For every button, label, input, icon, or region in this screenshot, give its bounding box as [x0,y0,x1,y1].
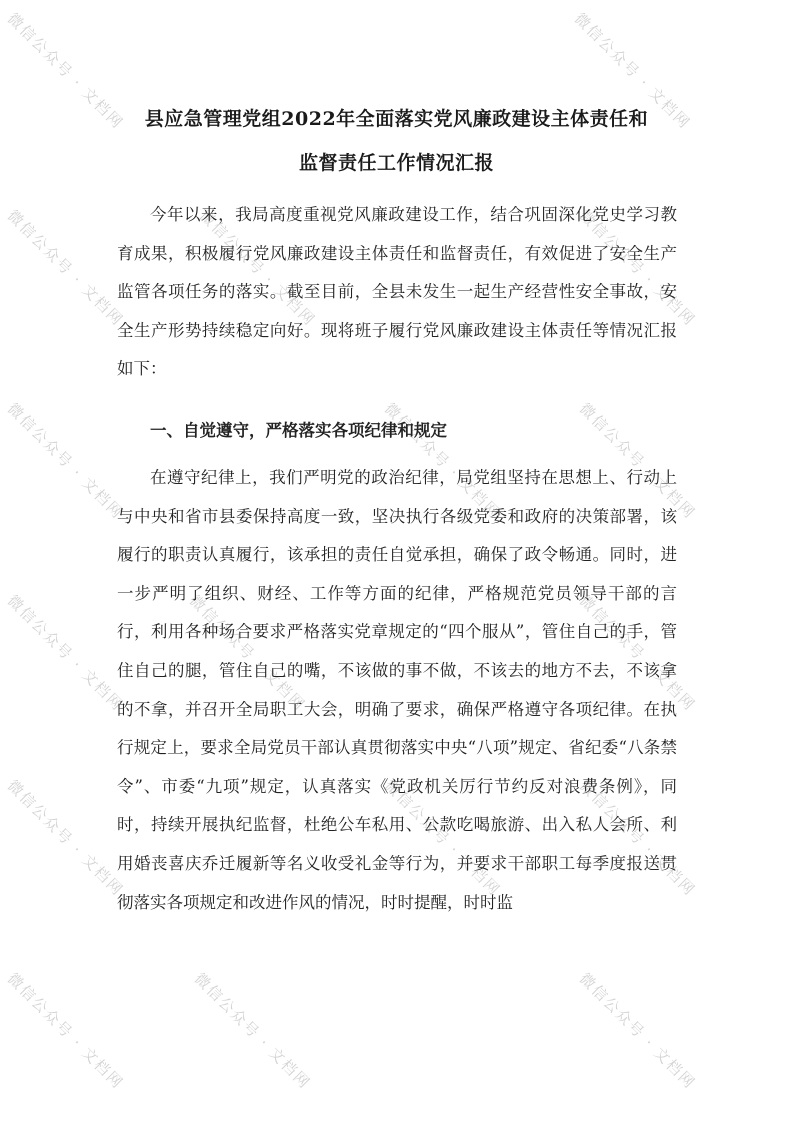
document-title-line2: 监督责任工作情况汇报 [298,152,494,174]
watermark: 微信公众号 · 文档网 [3,591,128,715]
watermark: 微信公众号 · 文档网 [3,776,128,900]
intro-paragraph: 今年以来，我局高度重视党风廉政建设工作，结合巩固深化党史学习教育成果，积极履行党风廉政建设主体责任和监督责任，有效促进了安全生产监管各项任务的落实。截至目前，全县未发生一起生产经营性安全事故，安全生产形势持续稳定向好。现将班子履行党风廉政建设主体责任等情况汇报如下： [117,205,677,379]
watermark: 微信公众号 · 文档网 [575,399,700,523]
watermark: 微信公众号 · 文档网 [3,399,128,523]
watermark: 微信公众号 · 文档网 [195,206,320,330]
watermark: 微信公众号 · 文档网 [190,969,315,1093]
section1-paragraph: 在遵守纪律上，我们严明党的政治纪律，局党组坚持在思想上、行动上与中央和省市县委保持高度一致，坚决执行各级党委和政府的决策部署，该履行的职责认真履行，该承担的责任自觉承担，确保了政令畅通。同时，进一步严明了组织、财经、工作等方面的纪律，严格规范党员领导干部的言行，利用各种场合要求严格落实党章规定的“四个服从”，管住自己的手，管住自己的腿，管住自己的嘴，不该做的事不做，不该去的地方不去，不该拿的不拿，并召开全局职工大会，明确了要求，确保严格遵守各项纪律。在执行规定上，要求全局党员干部认真贯彻落实中央“八项”规定、省纪委“八条禁令”、市委“九项”规定，认真落实《党政机关厉行节约反对浪费条例》，同时，持续开展执纪监督，杜绝公车私用、公款吃喝旅游、出入私人会所、利用婚丧喜庆乔迁履新等名义收受礼金等行为，并要求干部职工每季度报送贯彻落实各项规定和改进作风的情况，时时提醒，时时监 [117,468,677,912]
watermark: 微信公众号 · 文档网 [575,776,700,900]
watermark: 微信公众号 · 文档网 [3,969,128,1093]
watermark: 微信公众号 · 文档网 [570,9,695,133]
watermark: 微信公众号 · 文档网 [575,969,700,1093]
watermark: 微信公众号 · 文档网 [575,206,700,330]
watermark: 微信公众号 · 文档网 [185,591,310,715]
watermark: 微信公众号 · 文档网 [380,399,505,523]
section1-heading: 一、自觉遵守，严格落实各项纪律和规定 [150,421,447,440]
watermark: 微信公众号 · 文档网 [3,9,128,133]
watermark: 微信公众号 · 文档网 [575,591,700,715]
watermark: 微信公众号 · 文档网 [3,206,128,330]
document-title-line1: 县应急管理党组2022年全面落实党风廉政建设主体责任和 [144,108,649,130]
watermark: 微信公众号 · 文档网 [380,776,505,900]
